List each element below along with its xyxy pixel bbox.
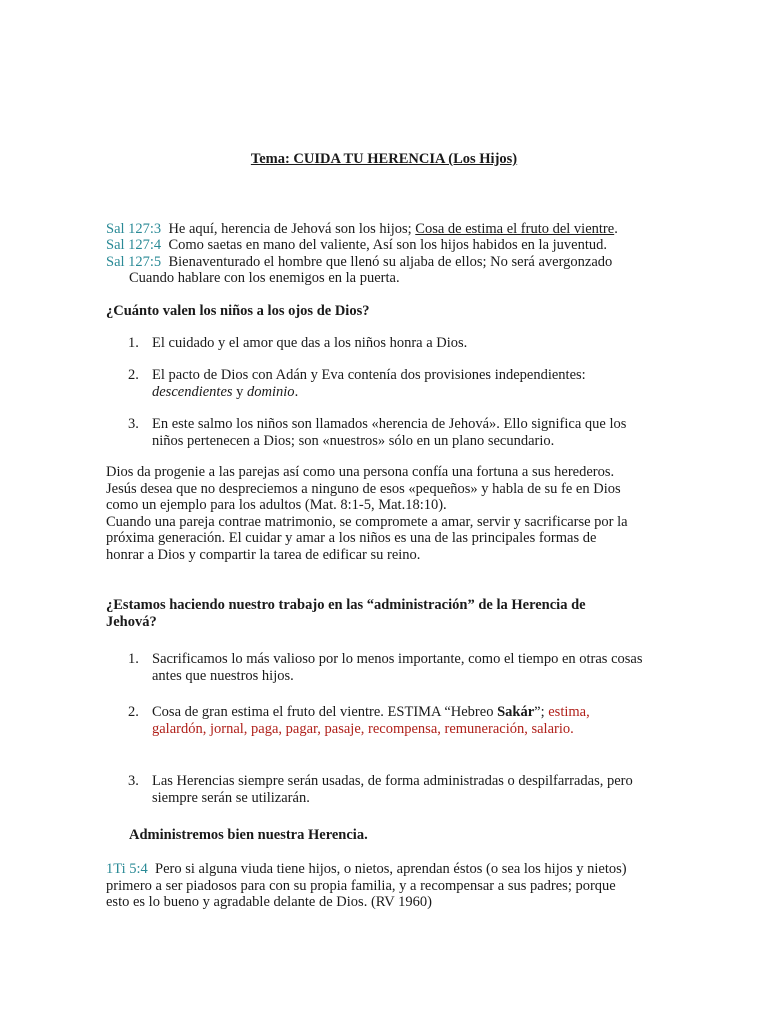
paragraph-line: próxima generación. El cuidar y amar a los niños es una de las principales formas de bbox=[106, 530, 597, 546]
definition-text: estima, bbox=[548, 704, 590, 720]
verse-reference[interactable]: Sal 127:3 bbox=[106, 221, 162, 237]
verse-continuation: Cuando hablare con los enemigos en la puerta. bbox=[129, 270, 400, 286]
list-text: El cuidado y el amor que das a los niños honra a Dios. bbox=[152, 335, 468, 351]
paragraph-line: Cuando una pareja contrae matrimonio, se compromete a amar, servir y sacrificarse por la bbox=[106, 513, 628, 530]
verse-line bbox=[106, 254, 612, 271]
closing-line bbox=[106, 861, 686, 878]
verse-reference[interactable]: Sal 127:5 bbox=[106, 254, 162, 270]
verse-line bbox=[106, 221, 618, 238]
list-item bbox=[128, 651, 688, 685]
definition-text: galardón, jornal, paga, pagar, pasaje, recompensa, remuneración, salario. bbox=[152, 720, 574, 737]
paragraph-line: Dios da progenie a las parejas así como una persona confía una fortuna a sus herederos. bbox=[106, 464, 615, 480]
list-item bbox=[128, 704, 688, 738]
verse-line bbox=[106, 237, 607, 254]
list-number: 2. bbox=[128, 704, 139, 720]
section-heading: ¿Cuánto valen los niños a los ojos de Dios? bbox=[106, 303, 370, 319]
list-item bbox=[128, 773, 688, 807]
verse-underlined-text: Cosa de estima el fruto del vientre bbox=[415, 221, 615, 237]
closing-text: Pero si alguna viuda tiene hijos, o nietos, aprendan éstos (o sea los hijos y nietos) bbox=[155, 861, 627, 877]
list-number: 1. bbox=[128, 335, 139, 351]
subheading: Administremos bien nuestra Herencia. bbox=[129, 827, 368, 843]
page-title: Tema: CUIDA TU HERENCIA (Los Hijos) bbox=[250, 151, 518, 167]
paragraph-line: honrar a Dios y compartir la tarea de edificar su reino. bbox=[106, 546, 421, 563]
verse-punctuation: . bbox=[614, 221, 618, 237]
paragraph-line: Jesús desea que no despreciemos a ninguno de esos «pequeños» y habla de su fe en Dios bbox=[106, 480, 621, 497]
closing-verse bbox=[106, 861, 686, 911]
list-text: Las Herencias siempre serán usadas, de forma administradas o despilfarradas, pero siempre serán se utilizarán. bbox=[152, 773, 633, 806]
list-number: 3. bbox=[128, 416, 139, 432]
italic-term: descendientes bbox=[152, 383, 233, 400]
list-item bbox=[128, 416, 688, 450]
list-text-end: . bbox=[294, 383, 299, 400]
list-text-block bbox=[152, 367, 652, 400]
list-item bbox=[128, 335, 688, 353]
list-text-joiner: y bbox=[232, 383, 248, 400]
list-number: 2. bbox=[128, 367, 139, 383]
heading-line: ¿Estamos haciendo nuestro trabajo en las “administración” de la Herencia de bbox=[106, 597, 586, 613]
closing-line: esto es lo bueno y agradable delante de Dios. (RV 1960) bbox=[106, 894, 432, 910]
body-paragraph bbox=[106, 464, 666, 563]
closing-line: primero a ser piadosos para con su propia familia, y a recompensar a sus padres; porque bbox=[106, 877, 616, 894]
list-text: En este salmo los niños son llamados «herencia de Jehová». Ello significa que los niños pertenecen a Dios; son «nuestros» sólo en un plano secundario. bbox=[152, 416, 627, 449]
list-number: 1. bbox=[128, 651, 139, 667]
list-text: Cosa de gran estima el fruto del vientre. ESTIMA “Hebreo bbox=[152, 704, 498, 720]
verse-text: Bienaventurado el hombre que llenó su aljaba de ellos; No será avergonzado bbox=[168, 254, 613, 270]
list-text-block bbox=[152, 704, 652, 737]
list-number: 3. bbox=[128, 773, 139, 789]
italic-term: dominio bbox=[247, 383, 295, 400]
heading-line: Jehová? bbox=[106, 613, 157, 630]
verse-reference[interactable]: Sal 127:4 bbox=[106, 237, 162, 253]
verse-reference[interactable]: 1Ti 5:4 bbox=[106, 861, 148, 877]
list-item bbox=[128, 367, 688, 401]
list-text-after: ”; bbox=[534, 704, 549, 720]
list-text: El pacto de Dios con Adán y Eva contenía dos provisiones independientes: bbox=[152, 367, 586, 383]
hebrew-term: Sakár bbox=[497, 704, 535, 720]
verse-text: He aquí, herencia de Jehová son los hijos; bbox=[168, 221, 416, 237]
section-heading bbox=[106, 597, 666, 630]
paragraph-line: como un ejemplo para los adultos (Mat. 8:1-5, Mat.18:10). bbox=[106, 497, 447, 513]
list-text: Sacrificamos lo más valioso por lo menos importante, como el tiempo en otras cosas antes que nuestros hijos. bbox=[152, 651, 643, 684]
verse-text: Como saetas en mano del valiente, Así son los hijos habidos en la juventud. bbox=[168, 237, 607, 253]
